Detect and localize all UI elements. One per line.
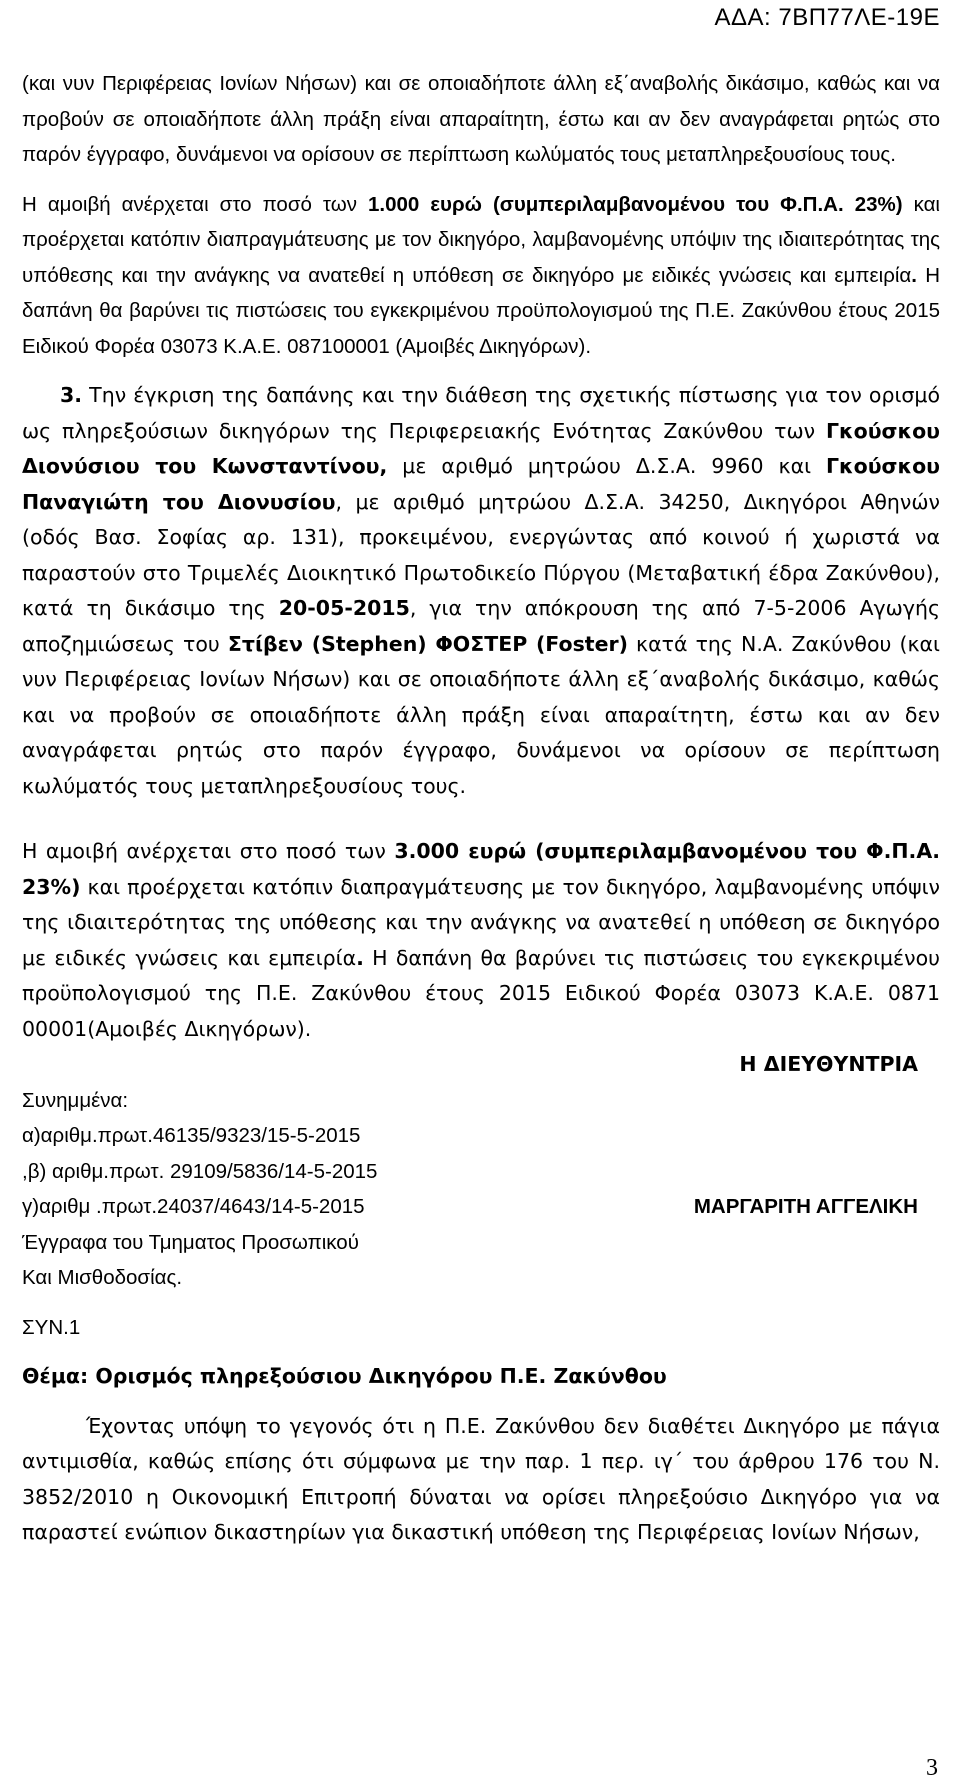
plaintiff-name: Στίβεν (Stephen) ΦΟΣΤΕΡ (Foster): [227, 631, 628, 656]
syn-label: ΣΥΝ.1: [22, 1315, 81, 1339]
fee-amount-1: 1.000 ευρώ (συμπεριλαμβανομένου του Φ.Π.Α. 23%): [367, 192, 903, 216]
item-number: 3.: [60, 383, 83, 407]
attachment-d2: Και Μισθοδοσίας.: [22, 1266, 183, 1289]
ada-code: ΑΔΑ: 7ΒΠ77ΛΕ-19Ε: [714, 4, 940, 31]
lawyer-name-1: Γκούσκου Διονύσιου του Κωνσταντίνου,: [22, 418, 940, 478]
final-paragraph: Έχοντας υπόψη το γεγονός ότι η Π.Ε. Ζακύνθου δεν διαθέτει Δικηγόρο με πάγια αντιμισθία, καθώς επίσης ότι σύμφωνα με την παρ. 1 περ. ιγ΄ του άρθρου 176 του Ν. 3852/2010 η Οικονομική Επιτροπή δύναται να ορίσει πληρεξούσιο Δικηγόρο για να παραστεί ενώπιον δικαστηρίων για δικαστική υπόθεση της Περιφέρειας Ιονίων Νήσων,: [22, 1413, 940, 1544]
signature-title: Η ΔΙΕΥΘΥΝΤΡΙΑ: [739, 1052, 918, 1076]
paragraph-continuation: (και νυν Περιφέρειας Ιονίων Νήσων) και σε οποιαδήποτε άλλη εξ΄αναβολής δικάσιμο, καθώς και να προβούν σε οποιαδήποτε άλλη πράξη είναι απαραίτητη, έστω και αν δεν αναγράφεται ρητώς στο παρόν έγγραφο, δυνάμενοι να ορίσουν σε περίπτωση κωλύματός τους μεταπληρεξουσίους τους.: [22, 72, 940, 166]
attachment-c: γ)αριθμ .πρωτ.24037/4643/14-5-2015: [22, 1195, 365, 1218]
attachment-a: α)αριθμ.πρωτ.46135/9323/15-5-2015: [22, 1124, 361, 1147]
fee-paragraph-1: Η αμοιβή ανέρχεται στο ποσό των 1.000 ευρώ (συμπεριλαμβανομένου του Φ.Π.Α. 23%) και προέρχεται κατόπιν διαπραγμάτευσης με τον δικηγόρο, λαμβανομένης υπόψιν της ιδιαιτερότητας της υπόθεσης και την ανάγκης να ανατεθεί η υπόθεση σε δικηγόρο με ειδικές γνώσεις και εμπειρία. Η δαπάνη θα βαρύνει τις πιστώσεις του εγκεκριμένου προϋπολογισμού της Π.Ε. Ζακύνθου έτους 2015 Ειδικού Φορέα 03073 Κ.Α.Ε. 087100001 (Αμοιβές Δικηγόρων).: [22, 192, 941, 358]
page-number: 3: [926, 1755, 938, 1781]
item-3-paragraph: 3. Την έγκριση της δαπάνης και την διάθεση της σχετικής πίστωσης για τον ορισμό ως πληρεξούσιων δικηγόρων της Περιφερειακής Ενότητας Ζακύνθου των Γκούσκου Διονύσιου του Κωνσταντίνου, με αριθμό μητρώου Δ.Σ.Α. 9960 και Γκούσκου Παναγιώτη του Διονυσίου, με αριθμό μητρώου Δ.Σ.Α. 34250, Δικηγόροι Αθηνών (οδός Βασ. Σοφίας αρ. 131), προκειμένου, ενεργώντας από κοινού ή χωριστά να παραστούν στο Τριμελές Διοικητικό Πρωτοδικείο Πύργου (Μεταβατική έδρα Ζακύνθου), κατά τη δικάσιμο της 20-05-2015, για την απόκρουση της από 7-5-2006 Αγωγής αποζημιώσεως του Στίβεν (Stephen) ΦΟΣΤΕΡ (Foster) κατά της Ν.Α. Ζακύνθου (και νυν Περιφέρειας Ιονίων Νήσων) και σε οποιαδήποτε άλλη εξ΄αναβολής δικάσιμο, καθώς και να προβούν σε οποιαδήποτε άλλη πράξη είναι απαραίτητη, έστω και αν δεν αναγράφεται ρητώς στο παρόν έγγραφο, δυνάμενοι να ορίσουν σε περίπτωση κωλύματός τους μεταπληρεξουσίους τους.: [22, 383, 940, 798]
signatory-name: ΜΑΡΓΑΡΙΤΗ ΑΓΓΕΛΙΚΗ: [693, 1195, 918, 1218]
fee-paragraph-2: Η αμοιβή ανέρχεται στο ποσό των 3.000 ευρώ (συμπεριλαμβανομένου του Φ.Π.Α. 23%) και προέρχεται κατόπιν διαπραγμάτευσης με τον δικηγόρο, λαμβανομένης υπόψιν της ιδιαιτερότητας της υπόθεσης και την ανάγκης να ανατεθεί η υπόθεση σε δικηγόρο με ειδικές γνώσεις και εμπειρία. Η δαπάνη θα βαρύνει τις πιστώσεις του εγκεκριμένου προϋπολογισμού της Π.Ε. Ζακύνθου έτους 2015 Ειδικού Φορέα 03073 Κ.Α.Ε. 0871 00001(Αμοιβές Δικηγόρων).: [22, 839, 940, 1041]
hearing-date: 20-05-2015: [278, 596, 410, 620]
fee-amount-2: 3.000 ευρώ (συμπεριλαμβανομένου του Φ.Π.Α. 23%): [22, 839, 940, 899]
attachments-label: Συνημμένα:: [22, 1088, 129, 1112]
attachment-c-row: [22, 1189, 940, 1225]
lawyer-name-2: Γκούσκου Παναγιώτη του Διονυσίου: [22, 454, 940, 514]
attachments-label-row: [22, 1083, 940, 1119]
document-body: [22, 66, 940, 1551]
subject-line: Θέμα: Ορισμός πληρεξούσιου Δικηγόρου Π.Ε. Ζακύνθου: [22, 1364, 667, 1388]
attachment-d1: Έγγραφα του Τμηματος Προσωπικού: [22, 1230, 359, 1254]
attachment-b: ,β) αριθμ.πρωτ. 29109/5836/14-5-2015: [22, 1159, 378, 1183]
